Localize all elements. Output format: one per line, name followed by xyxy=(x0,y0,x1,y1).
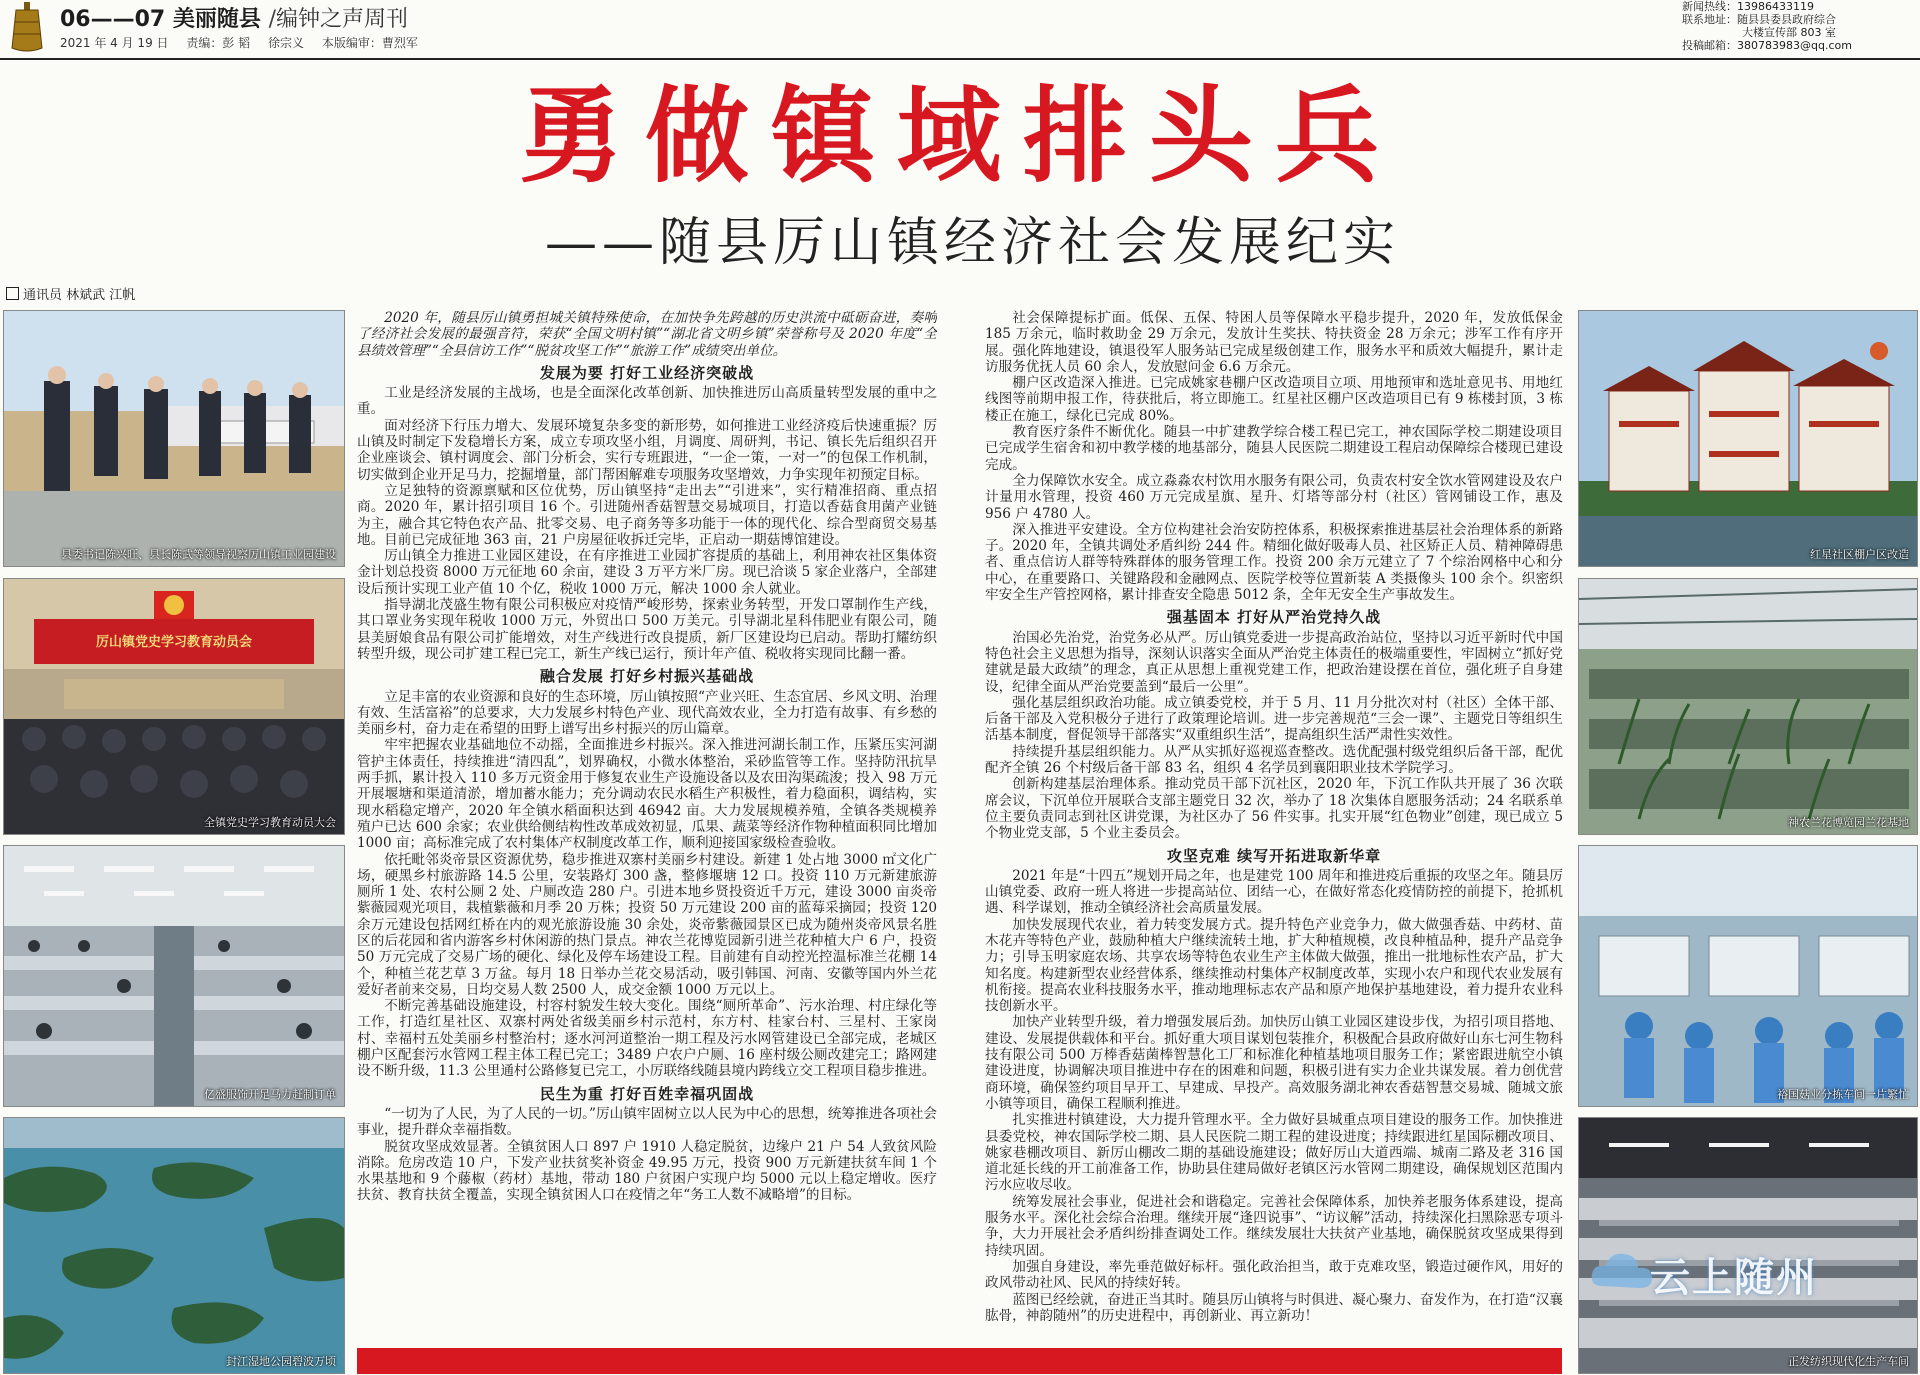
page-numbers: 06——07 xyxy=(60,7,166,32)
photo-caption: 县委书记陈兴旺、县长陈武等领导视察厉山镇工业园建设 xyxy=(61,548,336,561)
submission-email: 投稿邮箱：380783983@qq.com xyxy=(1682,39,1852,52)
proof-credit: 徐宗义 xyxy=(268,36,305,50)
photo-caption: 裕国菇业分拣车间一片繁忙 xyxy=(1777,1088,1909,1101)
photo-caption: 红星社区棚户区改造 xyxy=(1810,548,1909,561)
photo-redstar-redevelopment xyxy=(1578,310,1918,567)
photo-caption: 正发纺织现代化生产车间 xyxy=(1788,1355,1909,1368)
paragraph: 深入推进平安建设。全方位构建社会治安防控体系，积极探索推进基层社会治理体系的新路子。2020 年，全镇共调处矛盾纠纷 244 件。精细化做好吸毒人员、社区矫正人员、精神障碍患者、重点信访人群等特殊群体的服务管理工作。投资 200 余万元建立了 7 个综治网格中心和分中心，在重要路口、关键路段和金融网点、医院学校等位置新装 A 类摄像头 100 余个。织密织牢安全生产管控网格，累计排查安全隐患 5012 条，全年无安全生产事故发生。 xyxy=(985,521,1563,604)
photo-orchid-base xyxy=(1578,578,1918,835)
photo-party-meeting xyxy=(3,578,345,835)
paragraph: 扎实推进村镇建设，大力提升管理水平。全力做好县城重点项目建设的服务工作。加快推进县委党校，神农国际学校二期、县人民医院二期工程的建设进度；持续跟进红星国际棚改项目、姚家巷棚改项目、新厉山棚改二期的基础设施建设；做好厉山大道西端、城南二路及老 316 国道北延长线的开工前准备工作，协助县住建局做好老镇区污水管网二期建设，确保规划区范围内污水应收尽收。 xyxy=(985,1112,1563,1194)
section-heading: 发展为要 打好工业经济突破战 xyxy=(539,363,755,382)
heading-separator: / xyxy=(268,7,277,32)
bell-logo-icon xyxy=(10,2,44,52)
page-heading xyxy=(60,2,408,33)
paragraph: 加强自身建设，率先垂范做好标杆。强化政治担当，敢于克难攻坚，锻造过硬作风，用好的政风带动社风、民风的持续好转。 xyxy=(985,1258,1563,1292)
contact-info xyxy=(1682,0,1912,52)
paragraph: 2021 年是“十四五”规划开局之年，也是建党 100 周年和推进疫后重振的攻坚之年。随县厉山镇党委、政府一班人将进一步提高站位、团结一心，在做好常态化疫情防控的前提下，抢抓机遇、科学谋划，推动全镇经济社会高质量发展。 xyxy=(985,867,1563,917)
paragraph: 创新构建基层治理体系。推动党员干部下沉社区，2020 年，下沉工作队共开展了 36 次联席会议，下沉单位开展联合支部主题党日 32 次，举办了 18 次集体自愿服务活动；24 名联系单位主要负责同志到社区讲党课，为社区办了 56 件实事。扎实开展“红色物业”创建，现已成立 5 个物业党支部，5 个业主委员会。 xyxy=(985,776,1563,842)
byline xyxy=(6,284,135,303)
paragraph: 加快产业转型升级，着力增强发展后劲。加快厉山镇工业园区建设步伐，为招引项目搭地、建设、发展提供载体和平台。抓好重大项目谋划包装推介，积极配合县政府做好山东七河生物科技有限公司 500 万棒香菇菌棒智慧化工厂和标准化种植基地项目服务工作；紧密跟进航空小镇建设进度，协调解决项目推进中存在的困难和问题，积极引进有实力企业共谋发展。着力创优营商环境，确保签约项目早开工、早建成、早投产。高效服务湖北神农香菇智慧交易城、随城文旅小镇等项目，确保工程顺利推进。 xyxy=(985,1014,1563,1112)
photo-caption: 亿盛服饰开足马力赶制订单 xyxy=(204,1088,336,1101)
paragraph: 不断完善基础设施建设，村容村貌发生较大变化。围绕“厕所革命”、污水治理、村庄绿化等工作，打造红星社区、双寨村两处省级美丽乡村示范村，东方村、桂家台村、三星村、王家岗村、幸福村五处美丽乡村整治村；逐水河河道整治一期工程及污水网管建设已全部完成，老城区棚户区配套污水管网工程主体工程已完工；3489 户农户户厕、16 座村级公厕改建完工；路网建设不断升级，11.3 公里通村公路修复已完工，小厉联络线随县境内跨线立交工程项目稳步推进。 xyxy=(357,998,937,1080)
section-heading: 融合发展 打好乡村振兴基础战 xyxy=(539,667,755,686)
editor-credit: 责编：彭 韬 xyxy=(186,36,251,50)
paragraph: 治国必先治党，治党务必从严。厉山镇党委进一步提高政治站位，坚持以习近平新时代中国特色社会主义思想为指导，深刻认识落实全面从严治党主体责任的极端重要性，牢固树立“抓好党建就是最大政绩”的理念，真正从思想上重视党建工作，把政治建设摆在首位，强化班子自身建设，纪律全面从严治党要盖到“最后一公里”。 xyxy=(985,629,1563,695)
article-column-1 xyxy=(357,310,937,1345)
paragraph: 棚户区改造深入推进。已完成姚家巷棚户区改造项目立项、用地预审和选址意见书、用地红线图等前期申报工作，待获批后，将立即施工。红星社区棚户区改造项目已有 9 栋楼封顶，3 栋楼正在施工，绿化已完成 80%。 xyxy=(985,375,1563,424)
masthead xyxy=(0,0,1920,60)
subheadline: ——随县厉山镇经济社会发展纪实 xyxy=(545,213,1401,273)
issue-meta xyxy=(60,34,432,51)
paragraph: 蓝图已经绘就，奋进正当其时。随县厉山镇将与时俱进、凝心聚力、奋发作为，在打造“汉襄肱骨，神韵随州”的历史进程中，再创新业、再立新功！ xyxy=(985,1291,1563,1324)
footer-red-bar xyxy=(357,1348,1562,1374)
watermark xyxy=(1590,1240,1818,1301)
paragraph: “一切为了人民，为了人民的一切。”厉山镇牢固树立以人民为中心的思想，统筹推进各项社会事业，提升群众幸福指数。 xyxy=(357,1105,937,1139)
paragraph: 统筹发展社会事业，促进社会和谐稳定。完善社会保障体系，加快养老服务体系建设，提高服务水平。深化社会综合治理。继续开展“逢四说事”、“访议解”活动，持续深化扫黑除恶专项斗争，大力开展社会矛盾纠纷排查调处工作。继续发展壮大扶贫产业基地，确保脱贫攻坚成果得到持续巩固。 xyxy=(985,1193,1563,1259)
hotline: 新闻热线：13986433119 xyxy=(1682,0,1814,13)
article-column-2 xyxy=(985,310,1563,1345)
section-heading: 攻坚克难 续写开拓进取新华章 xyxy=(1166,846,1382,865)
photo-wetland-park xyxy=(3,1117,345,1374)
paragraph: 教育医疗条件不断优化。随县一中扩建教学综合楼工程已完工，神农国际学校二期建设项目已完成学生宿舍和初中教学楼的地基部分，随县人民医院二期建设工程启动保障综合楼现已建设完成。 xyxy=(985,424,1563,473)
paragraph: 强化基层组织政治功能。成立镇委党校，并于 5 月、11 月分批次对村（社区）全体干部、后备干部及入党积极分子进行了政策理论培训。进一步完善规范“三会一课”、主题党日等组织生活基本制度，督促领导干部落实“双重组织生活”，提高组织生活严肃性实效性。 xyxy=(985,694,1563,744)
watermark-text: 云上随州 xyxy=(1650,1255,1818,1301)
photo-garment-factory-image xyxy=(4,846,344,1106)
paragraph: 立足丰富的农业资源和良好的生态环境，厉山镇按照“产业兴旺、生态宜居、乡风文明、治理有效、生活富裕”的总要求，大力发展乡村特色产业、现代高效农业，全力打造有故事、有乡愁的美丽乡村，奋力走在希望的田野上谱写出乡村振兴的厉山篇章。 xyxy=(357,688,937,738)
paragraph: 指导湖北茂盛生物有限公司积极应对疫情严峻形势，探索业务转型，开发口罩制作生产线，其口罩业务实现年税收 1000 万元，外贸出口 500 万美元。引导湖北星科伟肥业有限公司，随县美厨娘食品有限公司扩能增效，对生产线进行改良提质，新厂区建设均已启动。帮助打耀纺织转型升级，现公司扩建工程已完工，新生产线已运行，预计年产值、税收将实现同比翻一番。 xyxy=(357,597,937,662)
article-intro: 2020 年，随县厉山镇勇担城关镇特殊使命，在加快争先跨越的历史洪流中砥砺奋进，奏响了经济社会发展的最强音符，荣获“全国文明村镇”“湖北省文明乡镇”荣誉称号及 2020 年度“全县绩效管理”“全县信访工作”“脱贫攻坚工作”“旅游工作”成绩突出单位。 xyxy=(357,310,937,359)
photo-mushroom-sorting xyxy=(1578,845,1918,1107)
paragraph: 持续提升基层组织能力。从严从实抓好巡视巡查整改。选优配强村级党组织后备干部，配优配齐全镇 26 个村级后备干部 83 名，组织 4 名学员到襄阳职业技术学院学习。 xyxy=(985,743,1563,777)
address-line-1: 联系地址：随县县委县政府综合 xyxy=(1682,13,1836,26)
review-credit: 本版编审：曹烈军 xyxy=(321,36,418,50)
headline: 勇做镇域排头兵 xyxy=(518,75,1401,197)
photo-caption: 全镇党史学习教育动员大会 xyxy=(204,816,336,829)
paragraph: 脱贫攻坚成效显著。全镇贫困人口 897 户 1910 人稳定脱贫，边缘户 21 户 54 人致贫风险消除。危房改造 10 户，下发产业扶贫奖补资金 49.95 万元，投资 900 万元新建扶贫车间 1 个水果基地和 9 个藤椒（药材）基地，带动 180 户贫困户实现户均 5000 元以上稳定增收。医疗扶贫、教育扶贫全覆盖，实现全镇贫困人口在疫情之年“务工人数不减略增”的目标。 xyxy=(357,1138,937,1204)
photo-party-meeting-image xyxy=(4,579,344,834)
issue-date: 2021 年 4 月 19 日 xyxy=(60,36,169,50)
photo-industrial-park-visit xyxy=(3,310,345,567)
photo-garment-factory xyxy=(3,845,345,1107)
paragraph: 加快发展现代农业，着力转变发展方式。提升特色产业竞争力，做大做强香菇、中药材、苗木花卉等特色产业，鼓励种植大户继续流转土地，扩大种植规模，改良种植品种，提升产品竞争力；引导玉明家庭农场、共享农场等特色农业生产主体做大做强，推出一批地标性农产品，扩大知名度。构建新型农业经营体系，继续推动村集体产权制度改革，实现小农户和现代农业发展有机衔接。提高农业科技服务水平，推动地理标志农产品和原产地保护基地建设，着力提升农业科技创新水平。 xyxy=(985,916,1563,1015)
photo-caption: 神农兰花博览园兰花基地 xyxy=(1788,816,1909,829)
byline-box-icon xyxy=(6,287,19,300)
photo-mushroom-image xyxy=(1579,846,1917,1106)
meeting-banner-text: 厉山镇党史学习教育动员会 xyxy=(95,635,252,650)
section-heading: 强基固本 打好从严治党持久战 xyxy=(1166,608,1382,627)
photo-orchid-image xyxy=(1579,579,1917,834)
paragraph: 立足独特的资源禀赋和区位优势，厉山镇坚持“走出去”“引进来”，实行精准招商、重点招商。2020 年，累计招引项目 16 个。引进随州香菇智慧交易城项目，打造以香菇食用菌产业链为主，融合其它特色农产品、批零交易、电子商务等多功能于一体的现代化、综合型商贸交易基地。目前已完成征地 363 亩，21 户房屋征收拆迁完毕，正启动一期菇博馆建设。 xyxy=(357,482,937,548)
paragraph: 厉山镇全力推进工业园区建设，在有序推进工业园扩容提质的基础上，利用神农社区集体资金计划总投资 8000 万元征地 60 余亩，建设 3 万平方米厂房。现已洽谈 5 家企业落户，全部建设后预计实现工业产值 10 个亿，税收 1000 万元，解决 1000 余人就业。 xyxy=(357,548,937,597)
photo-caption: 封江湿地公园碧波万顷 xyxy=(226,1355,336,1368)
paper-name: 编钟之声周刊 xyxy=(276,7,409,32)
paragraph: 面对经济下行压力增大、发展环境复杂多变的新形势，如何推进工业经济疫后快速重振？厉山镇及时制定下发稳增长方案，成立专项攻坚小组，月调度、周研判，书记、镇长先后组织召开企业座谈会、镇村调度会、部门分析会，实行专班跟进，“一企一策，一对一”的包保工作机制，切实做到企业开足马力，挖掘增量，部门帮困解难专项服务攻坚增效，力争实现年初预定目标。 xyxy=(357,417,937,483)
section-heading: 民生为重 打好百姓幸福巩固战 xyxy=(539,1084,755,1103)
paragraph: 牢牢把握农业基础地位不动摇，全面推进乡村振兴。深入推进河湖长制工作，压紧压实河湖管护主体责任，持续推进“清四乱”，划界确权，小微水体整治，采砂监管等工作。坚持防汛抗旱两手抓，累计投入 110 多万元资金用于修复农业生产设施设备以及农田沟渠疏浚；投入 98 万元开展堰塘和渠道清淤，增加蓄水能力；充分调动农民水稻生产积极性，着力稳面积，调结构，实现水稻稳定增产，2020 年全镇水稻面积达到 46942 亩。大力发展规模养殖，全镇各类规模养殖户已达 600 余家；农业供给侧结构性改革成效初显，瓜果、蔬菜等经济作物种植面积同比增加 1000 亩；高标准完成了农村集体产权制度改革工作，顺利迎接国家级检查验收。 xyxy=(357,737,937,852)
paragraph: 社会保障提标扩面。低保、五保、特困人员等保障水平稳步提升，2020 年，发放低保金 185 万余元，临时救助金 29 万余元，发放计生奖扶、特扶资金 28 万余元；涉军工作有序开展。强化阵地建设，镇退役军人服务站已完成星级创建工作，服务水平和质效大幅提升，累计走访服务优抚人员 60 余人，发放慰问金 6.6 万余元。 xyxy=(985,310,1563,375)
paragraph: 全力保障饮水安全。成立淼淼农村饮用水服务有限公司，负责农村安全饮水管网建设及农户计量用水管理，投资 460 万元完成星旗、星升、灯塔等部分村（社区）管网铺设工作，惠及 956 户 4780 人。 xyxy=(985,472,1563,522)
paragraph: 依托毗邻炎帝景区资源优势，稳步推进双寨村美丽乡村建设。新建 1 处占地 3000 ㎡文化广场，硬黑乡村旅游路 14.5 公里，安装路灯 300 盏，整修堰塘 12 口。投资 110 万元新建旅游厕所 1 处、农村公厕 2 处、户厕改造 280 户。引进本地乡贤投资近千万元，建设 3000 亩炎帝紫薇园观光项目，栽植紫薇和月季 20 万株；投资 50 万元建设 200 亩的蓝莓采摘园；投资 120 余万元建设包括网红桥在内的观光旅游设施 30 余处，炎帝紫薇园景区已成为随州炎帝风景名胜区的后花园和省内游客乡村休闲游的热门景点。神农兰花博览园新引进兰花种植大户 6 户，投资 50 万元完成了交易广场的硬化、绿化及停车场建设工程。目前建有自动控光控温标准兰花棚 14 个，种植兰花艺草 3 万盆。每月 18 日举办兰花交易活动，吸引韩国、河南、安徽等国内外兰花爱好者前来交易，日均交易人数 2500 人，成交金额 1000 万元以上。 xyxy=(357,851,937,998)
photo-industrial-park-image xyxy=(4,311,344,566)
paragraph: 工业是经济发展的主战场，也是全面深化改革创新、加快推进厉山高质量转型发展的重中之重。 xyxy=(357,385,937,418)
photo-wetland-park-image xyxy=(4,1118,344,1373)
address-line-2: 大楼宣传部 803 室 xyxy=(1742,26,1836,39)
section-name: 美丽随县 xyxy=(172,7,261,32)
photo-redstar-image xyxy=(1579,311,1917,566)
byline-text: 通讯员 林斌武 江帆 xyxy=(23,288,136,303)
